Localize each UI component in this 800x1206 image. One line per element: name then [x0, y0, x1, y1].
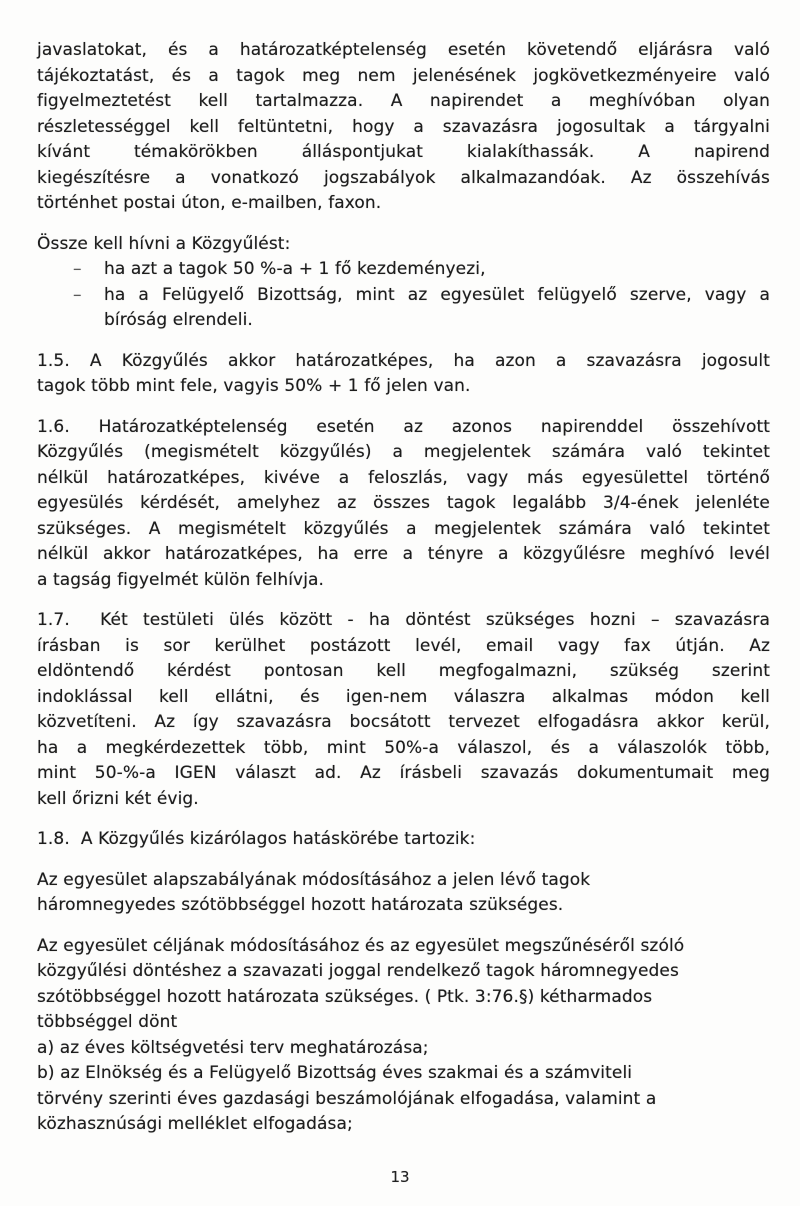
- text-line: figyelmeztetést kell tartalmazza. A napirendet a meghívóban olyan: [37, 91, 770, 111]
- section-1-5: [37, 349, 770, 400]
- paragraph-invitation-rules: [37, 38, 770, 217]
- text-line: többséggel dönt: [37, 1012, 178, 1032]
- text-line: törvény szerinti éves gazdasági beszámolójának elfogadása, valamint a: [37, 1088, 657, 1109]
- text-line: részletességgel kell feltüntetni, hogy a szavazásra jogosultak a tárgyalni: [37, 116, 770, 137]
- text-line: ha azt a tagok 50 %-a + 1 fő kezdeményezi,: [104, 259, 486, 279]
- text-line: szótöbbséggel hozott határozata szükséges. ( Ptk. 3:76.§) kétharmados: [37, 986, 653, 1007]
- text-line: kell őrizni két évig.: [37, 788, 199, 809]
- bullet-text: [104, 257, 770, 283]
- text-line: tájékoztatást, és a tagok meg nem jelenésének jogkövetkezményeire való: [37, 65, 770, 86]
- text-line: Az egyesület alapszabályának módosításához a jelen lévő tagok: [37, 869, 591, 890]
- text-line: 1.7. Két testületi ülés között - ha döntést szükséges hozni – szavazásra: [37, 610, 770, 630]
- text-line: nélkül határozatképes, kivéve a feloszlás, vagy más egyesülettel történő: [37, 467, 770, 488]
- text-line: történhet postai úton, e-mailben, faxon.: [37, 193, 382, 213]
- bullet-item: [37, 283, 770, 334]
- text-line: 1.6. Határozatképtelenség esetén az azonos napirenddel összehívott: [37, 416, 770, 437]
- text-line: tagok több mint fele, vagyis 50% + 1 fő jelen van.: [37, 376, 471, 396]
- bullet-item: [37, 257, 770, 283]
- text-line: közgyűlési döntéshez a szavazati joggal rendelkező tagok háromnegyedes: [37, 961, 679, 981]
- paragraph-bylaws-amendment: [37, 868, 770, 919]
- paragraph-purpose-amendment: [37, 934, 770, 1138]
- dash-bullet-icon: –: [73, 284, 82, 305]
- section-1-6: [37, 415, 770, 594]
- list-item-a: a) az éves költségvetési terv meghatározása;: [37, 1037, 429, 1058]
- section-convene: [37, 232, 770, 334]
- list-item-b: b) az Elnökség és a Felügyelő Bizottság éves szakmai és a számviteli: [37, 1063, 633, 1083]
- dash-bullet-icon: –: [73, 259, 82, 279]
- section-convene-heading: Össze kell hívni a Közgyűlést:: [37, 233, 291, 254]
- text-line: Az egyesület céljának módosításához és az egyesület megszűnéséről szóló: [37, 935, 685, 956]
- section-1-7: [37, 608, 770, 812]
- text-line: 1.5. A Közgyűlés akkor határozatképes, ha azon a szavazásra jogosult: [37, 350, 770, 371]
- text-line: kívánt témakörökben álláspontjukat kialakíthassák. A napirend: [37, 142, 770, 162]
- page-number: 13: [390, 1168, 410, 1186]
- text-line: közvetíteni. Az így szavazásra bocsátott tervezet elfogadásra akkor kerül,: [37, 712, 770, 732]
- text-line: javaslatokat, és a határozatképtelenség esetén követendő eljárásra való: [37, 40, 770, 60]
- bullet-text: [104, 283, 770, 334]
- text-line: 1.8. A Közgyűlés kizárólagos hatáskörébe tartozik:: [37, 829, 476, 849]
- text-line: közhasznúsági melléklet elfogadása;: [37, 1114, 353, 1134]
- text-line: bíróság elrendeli.: [104, 310, 253, 330]
- document-text-column: [37, 38, 770, 1138]
- text-line: a tagság figyelmét külön felhívja.: [37, 569, 325, 590]
- text-line: ha a megkérdezettek több, mint 50%-a válaszol, és a válaszolók több,: [37, 737, 770, 758]
- text-line: szükséges. A megismételt közgyűlés a megjelentek számára való tekintet: [37, 518, 770, 539]
- text-line: eldöntendő kérdést pontosan kell megfogalmazni, szükség szerint: [37, 661, 770, 681]
- text-line: Közgyűlés (megismételt közgyűlés) a megjelentek számára való tekintet: [37, 442, 770, 462]
- section-1-8-heading: [37, 827, 770, 853]
- text-line: egyesülés kérdését, amelyhez az összes tagok legalább 3/4-ének jelenléte: [37, 493, 770, 513]
- text-line: mint 50-%-a IGEN választ ad. Az írásbeli szavazás dokumentumait meg: [37, 763, 770, 783]
- text-line: háromnegyedes szótöbbséggel hozott határozata szükséges.: [37, 895, 564, 915]
- text-line: nélkül akkor határozatképes, ha erre a tényre a közgyűlésre meghívó levél: [37, 544, 770, 564]
- text-line: kiegészítésre a vonatkozó jogszabályok alkalmazandóak. Az összehívás: [37, 167, 770, 188]
- text-line: indoklással kell ellátni, és igen-nem válaszra alkalmas módon kell: [37, 686, 770, 707]
- text-line: ha a Felügyelő Bizottság, mint az egyesület felügyelő szerve, vagy a: [104, 284, 770, 305]
- text-line: írásban is sor kerülhet postázott levél, email vagy fax útján. Az: [37, 635, 770, 656]
